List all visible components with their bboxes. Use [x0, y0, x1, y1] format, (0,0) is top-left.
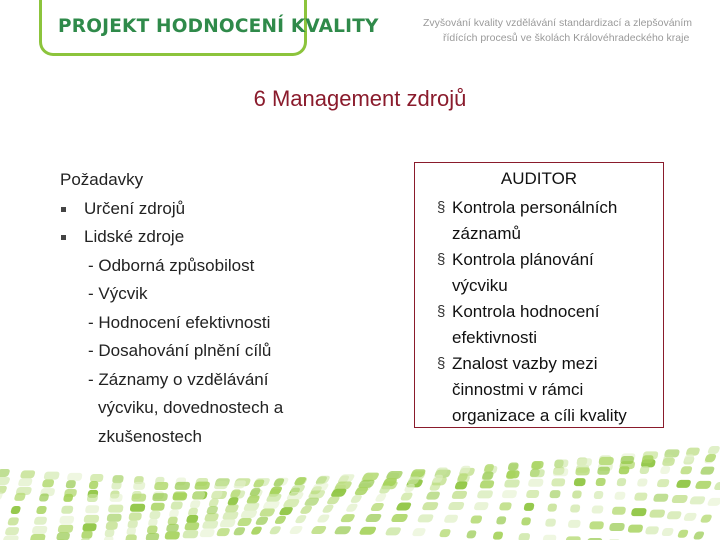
- pattern-tile: [634, 493, 648, 501]
- pattern-tile: [85, 505, 100, 513]
- pattern-tile: [374, 494, 387, 502]
- pattern-tile: [30, 534, 46, 540]
- pattern-tile: [700, 515, 713, 523]
- pattern-tile: [105, 522, 118, 530]
- pattern-tile: [128, 512, 142, 520]
- pattern-tile: [589, 521, 604, 529]
- pattern-tile: [528, 479, 544, 487]
- pattern-tile: [649, 510, 666, 518]
- pattern-tile: [4, 527, 19, 535]
- pattern-tile: [390, 514, 408, 522]
- pattern-tile: [400, 493, 414, 501]
- pattern-tile: [83, 515, 99, 523]
- pattern-tile: [479, 480, 495, 488]
- pattern-tile: [65, 480, 76, 488]
- pattern-tile: [269, 486, 283, 494]
- pattern-tile: [288, 526, 303, 534]
- pattern-tile: [338, 474, 356, 482]
- pattern-tile: [713, 482, 720, 490]
- pattern-tile: [595, 478, 606, 486]
- requirements-section: [60, 166, 360, 451]
- pattern-tile: [443, 515, 458, 523]
- pattern-tile: [224, 504, 239, 512]
- pattern-tile: [425, 492, 440, 500]
- requirement-continuation: zkušenostech: [98, 426, 202, 446]
- pattern-tile: [653, 494, 669, 502]
- pattern-tile: [174, 482, 190, 490]
- pattern-tile: [470, 515, 483, 523]
- pattern-tile: [39, 493, 50, 501]
- requirement-subitem: - Záznamy o vzdělávání: [88, 369, 269, 389]
- pattern-tile: [269, 526, 282, 534]
- pattern-tile: [447, 502, 464, 510]
- pattern-tile: [289, 485, 306, 493]
- pattern-tile: [282, 499, 300, 507]
- pattern-tile: [170, 502, 183, 510]
- project-logo: [39, 0, 379, 56]
- pattern-tile: [451, 491, 468, 499]
- pattern-tile: [576, 458, 592, 466]
- pattern-tile: [518, 533, 530, 540]
- pattern-tile: [133, 482, 146, 490]
- auditor-title: AUDITOR: [500, 169, 578, 188]
- pattern-tile: [439, 529, 452, 537]
- pattern-tile: [501, 490, 517, 498]
- pattern-tile: [403, 484, 415, 492]
- pattern-tile: [148, 518, 158, 526]
- pattern-tile: [551, 478, 566, 486]
- pattern-tile: [523, 503, 534, 511]
- pattern-tile: [130, 504, 146, 512]
- pattern-tile: [109, 494, 123, 502]
- pattern-tile: [568, 520, 581, 528]
- pattern-tile: [542, 535, 556, 540]
- pattern-tile: [184, 522, 200, 530]
- decorative-pattern: [0, 440, 720, 540]
- pattern-tile: [574, 478, 587, 486]
- pattern-tile: [299, 506, 313, 514]
- pattern-tile: [89, 481, 99, 489]
- pattern-tile: [189, 500, 201, 508]
- pattern-tile: [166, 524, 180, 532]
- pattern-tile: [707, 498, 720, 506]
- auditor-item-line: § Kontrola plánování: [452, 250, 594, 269]
- pattern-tile: [526, 490, 540, 498]
- pattern-tile: [90, 474, 104, 482]
- pattern-tile: [43, 472, 60, 480]
- pattern-tile: [87, 494, 99, 502]
- pattern-tile: [126, 527, 136, 535]
- pattern-tile: [240, 510, 258, 518]
- pattern-tile: [504, 479, 521, 487]
- pattern-tile: [496, 516, 507, 524]
- pattern-tile: [361, 473, 380, 481]
- pattern-tile: [385, 527, 402, 535]
- pattern-tile: [243, 503, 261, 511]
- pattern-tile: [169, 509, 180, 517]
- pattern-tile: [481, 472, 494, 480]
- pattern-tile: [609, 523, 625, 531]
- requirement-bullet: Lidské zdroje: [60, 223, 360, 252]
- requirement-bullet: Určení zdrojů: [60, 195, 360, 224]
- pattern-tile: [150, 503, 165, 511]
- pattern-tile: [61, 506, 74, 514]
- pattern-tile: [531, 461, 544, 469]
- pattern-tile: [104, 529, 114, 537]
- pattern-tile: [111, 482, 122, 490]
- pattern-tile: [172, 492, 188, 500]
- pattern-tile: [645, 526, 660, 534]
- pattern-tile: [598, 457, 614, 465]
- pattern-tile: [666, 511, 682, 519]
- pattern-tile: [310, 526, 327, 534]
- pattern-tile: [10, 506, 21, 514]
- pattern-tile: [454, 481, 468, 489]
- pattern-tile: [204, 513, 220, 521]
- pattern-tile: [704, 454, 717, 462]
- header-subtitle: [423, 16, 703, 46]
- pattern-tile: [326, 496, 341, 504]
- pattern-tile: [575, 467, 590, 475]
- pattern-tile: [167, 517, 178, 525]
- pattern-tile: [660, 466, 671, 474]
- pattern-tile: [219, 519, 236, 527]
- pattern-tile: [565, 536, 581, 540]
- pattern-tile: [293, 477, 307, 485]
- pattern-tile: [202, 521, 219, 529]
- pattern-tile: [593, 491, 603, 499]
- pattern-tile: [656, 479, 670, 487]
- pattern-tile: [553, 468, 569, 476]
- pattern-tile: [265, 494, 282, 502]
- pattern-tile: [597, 467, 610, 475]
- pattern-tile: [259, 508, 276, 516]
- pattern-tile: [466, 530, 477, 538]
- pattern-tile: [252, 479, 265, 487]
- pattern-tile: [31, 526, 47, 534]
- pattern-tile: [149, 511, 161, 519]
- pattern-tile: [274, 516, 287, 524]
- pattern-tile: [707, 446, 720, 454]
- auditor-item-line: záznamů: [452, 224, 521, 243]
- pattern-tile: [194, 482, 211, 490]
- pattern-tile: [334, 482, 353, 490]
- pattern-tile: [311, 483, 330, 491]
- pattern-tile: [125, 535, 137, 540]
- pattern-tile: [545, 519, 556, 527]
- pattern-tile: [689, 496, 706, 504]
- pattern-tile: [429, 483, 442, 491]
- pattern-tile: [631, 508, 647, 516]
- pattern-tile: [199, 529, 215, 537]
- pattern-tile: [7, 517, 19, 525]
- pattern-tile: [671, 495, 688, 503]
- pattern-tile: [378, 485, 392, 493]
- logo-text: PROJEKT HODNOCENÍ KVALITY: [58, 16, 379, 37]
- pattern-tile: [572, 490, 582, 498]
- pattern-tile: [82, 523, 97, 531]
- pattern-tile: [476, 490, 493, 498]
- pattern-tile: [612, 507, 627, 515]
- pattern-tile: [315, 476, 331, 484]
- pattern-tile: [364, 514, 382, 522]
- requirement-subitem: - Hodnocení efektivnosti: [88, 312, 271, 332]
- requirement-subitem: - Výcvik: [88, 284, 148, 303]
- pattern-tile: [618, 466, 630, 474]
- pattern-tile: [255, 517, 270, 525]
- pattern-tile: [677, 530, 689, 538]
- pattern-tile: [164, 532, 180, 540]
- pattern-tile: [42, 479, 55, 487]
- pattern-tile: [152, 493, 168, 501]
- pattern-tile: [147, 526, 158, 534]
- pattern-tile: [411, 528, 426, 536]
- auditor-item-line: činnostmi v rámci: [452, 380, 584, 399]
- pattern-tile: [570, 504, 581, 512]
- pattern-tile: [294, 515, 307, 523]
- pattern-tile: [222, 512, 240, 520]
- pattern-tile: [693, 531, 705, 539]
- pattern-tile: [186, 515, 199, 523]
- pattern-tile: [106, 514, 122, 522]
- pattern-tile: [316, 515, 330, 523]
- pattern-tile: [417, 514, 435, 522]
- pattern-tile: [81, 531, 93, 539]
- pattern-tile: [56, 532, 70, 540]
- pattern-tile: [499, 502, 512, 510]
- auditor-item: [437, 299, 662, 351]
- pattern-tile: [340, 514, 356, 522]
- pattern-tile: [620, 456, 634, 464]
- pattern-tile: [250, 527, 263, 535]
- pattern-tile: [182, 530, 199, 538]
- requirements-heading: Požadavky: [60, 170, 144, 189]
- pattern-tile: [307, 490, 326, 498]
- pattern-tile: [20, 470, 36, 478]
- pattern-tile: [676, 480, 692, 488]
- pattern-tile: [350, 495, 363, 503]
- pattern-tile: [59, 516, 75, 524]
- auditor-item-line: § Kontrola personálních: [452, 198, 618, 217]
- pattern-tile: [206, 506, 219, 514]
- pattern-tile: [208, 499, 219, 507]
- pattern-tile: [233, 527, 246, 535]
- pattern-tile: [278, 507, 294, 515]
- pattern-tile: [227, 497, 240, 505]
- pattern-tile: [187, 508, 198, 516]
- header-subtitle-line2: řídících procesů ve školách Královéhradeckého kraje: [443, 32, 690, 44]
- pattern-tile: [492, 532, 503, 540]
- pattern-tile: [395, 502, 412, 510]
- pattern-tile: [237, 518, 253, 526]
- pattern-tile: [303, 498, 320, 506]
- pattern-tile: [262, 501, 281, 509]
- pattern-tile: [354, 487, 370, 495]
- pattern-tile: [357, 480, 375, 488]
- auditor-item: [437, 247, 662, 299]
- pattern-tile: [154, 482, 169, 490]
- pattern-tile: [103, 536, 114, 540]
- header-subtitle-line1: Zvyšování kvality vzdělávání standardizací a zlepšováním: [423, 17, 693, 29]
- auditor-item-line: výcviku: [452, 276, 508, 295]
- pattern-tile: [216, 528, 231, 536]
- pattern-tile: [639, 466, 650, 474]
- pattern-tile: [286, 492, 305, 500]
- auditor-list: [437, 195, 662, 429]
- pattern-tile: [370, 503, 385, 511]
- pattern-tile: [473, 502, 489, 510]
- requirement-subitem: - Dosahování plnění cílů: [88, 341, 272, 360]
- auditor-item-line: organizace a cíli kvality: [452, 406, 627, 425]
- auditor-item-line: efektivnosti: [452, 328, 538, 347]
- pattern-tile: [385, 471, 404, 479]
- pattern-tile: [33, 517, 47, 525]
- auditor-item: [437, 195, 662, 247]
- pattern-tile: [661, 528, 674, 536]
- auditor-item-line: § Znalost vazby mezi: [452, 354, 598, 373]
- pattern-tile: [521, 517, 532, 525]
- pattern-tile: [591, 506, 603, 514]
- pattern-tile: [321, 505, 334, 513]
- auditor-item: [437, 351, 662, 429]
- pattern-tile: [614, 492, 626, 500]
- pattern-tile: [345, 504, 359, 512]
- pattern-tile: [700, 467, 716, 475]
- pattern-tile: [529, 469, 545, 477]
- pattern-tile: [233, 480, 247, 488]
- pattern-tile: [131, 494, 147, 502]
- slide-title: 6 Management zdrojů: [253, 86, 467, 111]
- pattern-tile: [547, 504, 557, 512]
- pattern-tile: [358, 527, 377, 535]
- pattern-tile: [506, 470, 520, 478]
- pattern-tile: [627, 525, 643, 533]
- pattern-tile: [683, 513, 697, 521]
- pattern-tile: [616, 478, 626, 486]
- pattern-tile: [36, 506, 47, 514]
- pattern-tile: [549, 490, 561, 498]
- pattern-tile: [127, 520, 138, 528]
- pattern-tile: [14, 493, 27, 501]
- pattern-tile: [421, 502, 439, 510]
- pattern-tile: [333, 526, 352, 534]
- pattern-tile: [145, 533, 159, 540]
- pattern-tile: [2, 536, 19, 540]
- auditor-item-line: § Kontrola hodnocení: [452, 302, 600, 321]
- pattern-tile: [330, 489, 348, 497]
- requirement-continuation: výcviku, dovednostech a: [98, 398, 284, 417]
- pattern-tile: [680, 466, 693, 474]
- pattern-tile: [246, 496, 261, 504]
- auditor-box: [414, 162, 664, 428]
- pattern-tile: [67, 473, 83, 481]
- requirement-subitem: - Odborná způsobilost: [88, 255, 255, 275]
- pattern-tile: [694, 481, 712, 489]
- pattern-tile: [0, 469, 11, 477]
- pattern-tile: [554, 460, 569, 468]
- pattern-tile: [18, 478, 33, 486]
- pattern-tile: [57, 525, 73, 533]
- pattern-tile: [108, 505, 124, 513]
- pattern-tile: [637, 479, 648, 487]
- pattern-tile: [0, 477, 11, 485]
